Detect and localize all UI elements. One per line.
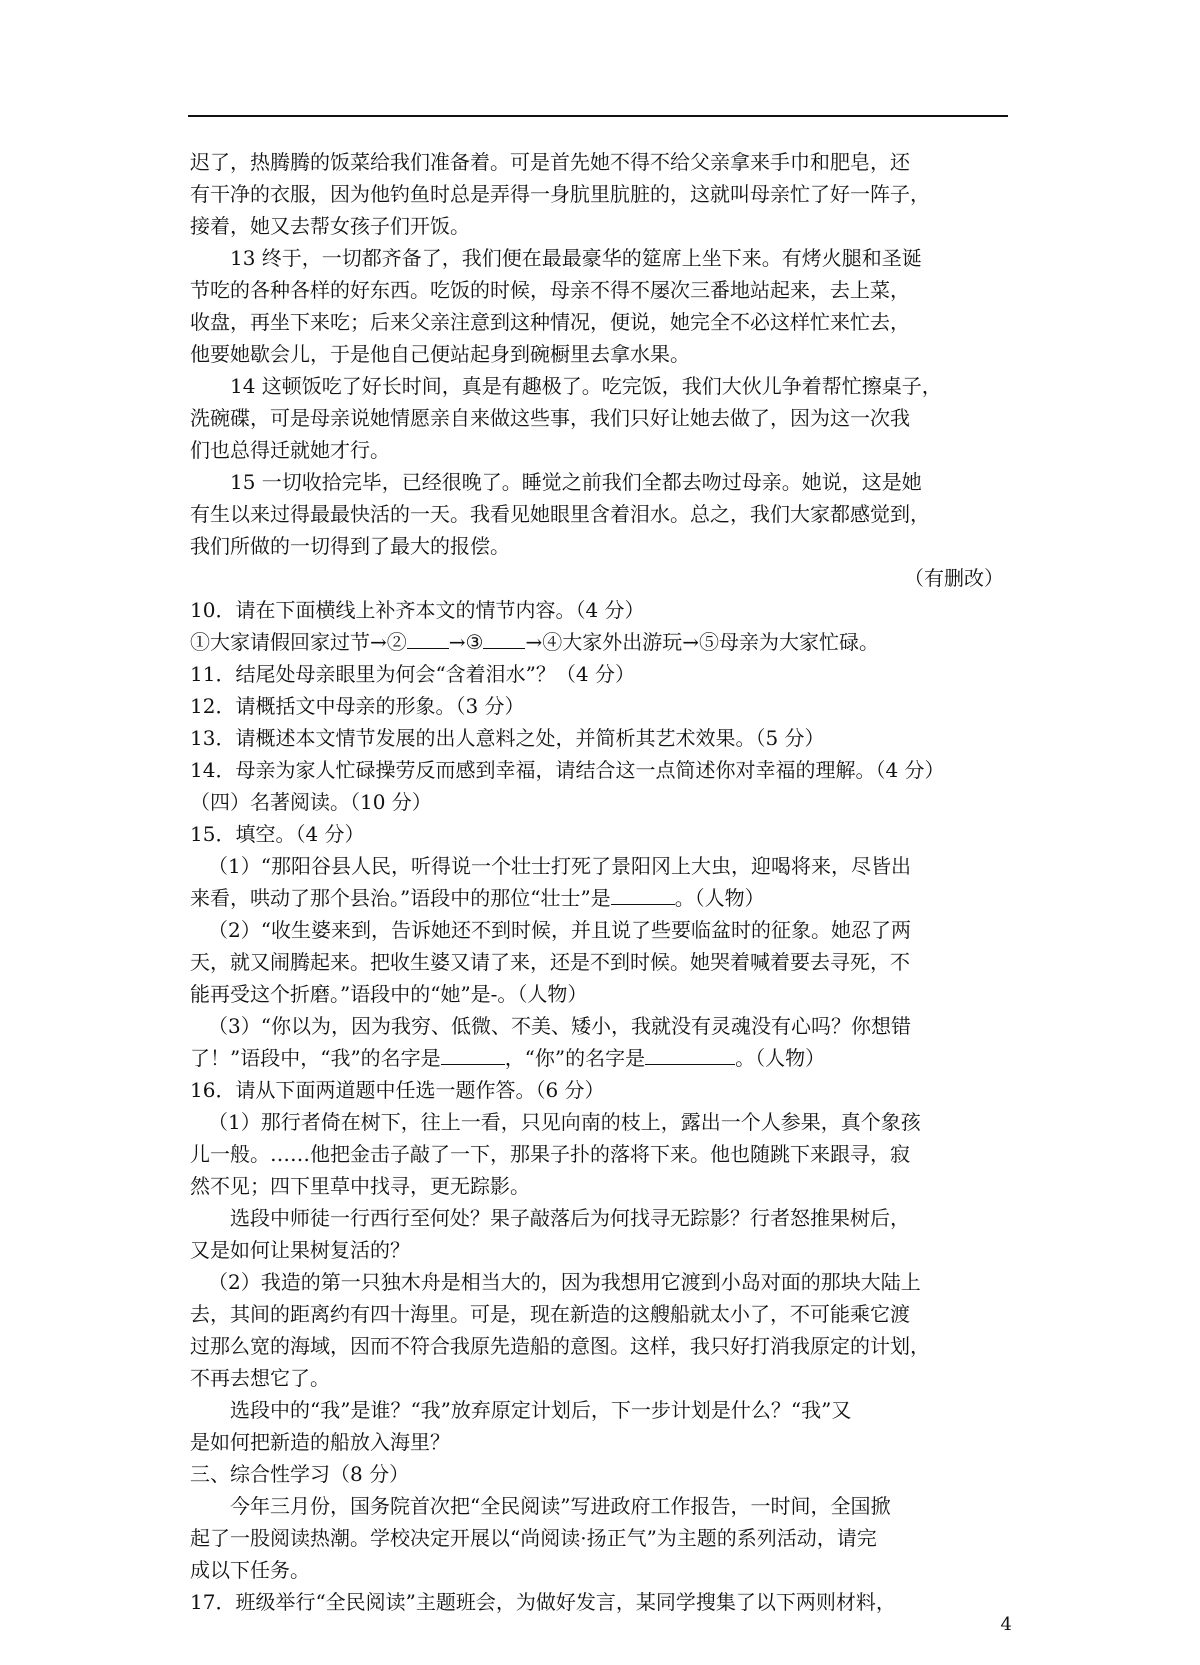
answer-blank[interactable] (441, 1044, 505, 1065)
text-line: 迟了，热腾腾的饭菜给我们准备着。可是首先她不得不给父亲拿来手巾和肥皂，还 (190, 150, 910, 174)
page-number: 4 (1000, 1614, 1012, 1635)
question-14: 14．母亲为家人忙碌操劳反而感到幸福，请结合这一点简述你对幸福的理解。（4 分） (190, 758, 945, 782)
text-line: 他要她歇会儿，于是他自己便站起身到碗橱里去拿水果。 (190, 342, 690, 366)
answer-blank[interactable] (611, 884, 675, 905)
text-line: 接着，她又去帮女孩子们开饭。 (190, 214, 470, 238)
text-line: 们也总得迁就她才行。 (190, 438, 390, 462)
text-line: 起了一股阅读热潮。学校决定开展以“尚阅读·扬正气”为主题的系列活动，请完 (190, 1526, 877, 1550)
text-line: 来看，哄动了那个县治。”语段中的那位“壮士”是 。（人物） (190, 886, 765, 910)
text-line: 天，就又闹腾起来。把收生婆又请了来，还是不到时候。她哭着喊着要去寻死，不 (190, 950, 910, 974)
section-4-heading: （四）名著阅读。（10 分） (190, 790, 432, 814)
answer-blank[interactable] (483, 628, 525, 649)
text-line: （2）“收生婆来到，告诉她还不到时候，并且说了些要临盆时的征象。她忍了两 (208, 918, 911, 942)
story-paragraph (190, 146, 1010, 242)
text-line: 13 终于，一切都齐备了，我们便在最最豪华的筵席上坐下来。有烤火腿和圣诞 (230, 246, 922, 270)
text-line: 了！”语段中，“我”的名字是 ，“你”的名字是 。（人物） (190, 1046, 826, 1070)
source-note: （有删改） (904, 566, 1004, 590)
text-line: 节吃的各种各样的好东西。吃饭的时候，母亲不得不屡次三番地站起来，去上菜， (190, 278, 910, 302)
text-line: 有干净的衣服，因为他钓鱼时总是弄得一身肮里肮脏的，这就叫母亲忙了好一阵子， (190, 182, 930, 206)
page-body (190, 146, 1010, 1618)
text-line: （1）那行者倚在树下，往上一看，只见向南的枝上，露出一个人参果，真个象孩 (208, 1110, 921, 1134)
text-line: 洗碗碟，可是母亲说她情愿亲自来做这些事，我们只好让她去做了，因为这一次我 (190, 406, 910, 430)
text-line: 是如何把新造的船放入海里？ (190, 1430, 450, 1454)
text-line: 成以下任务。 (190, 1558, 310, 1582)
story-paragraph (190, 370, 1010, 466)
story-paragraph (190, 242, 1010, 370)
text-line: （3）“你以为，因为我穷、低微、不美、矮小，我就没有灵魂没有心吗？你想错 (208, 1014, 911, 1038)
text-line: 有生以来过得最最快活的一天。我看见她眼里含着泪水。总之，我们大家都感觉到， (190, 502, 930, 526)
question-15-title: 15．填空。（4 分） (190, 822, 365, 846)
text-line: 儿一般。……他把金击子敲了一下，那果子扑的落将下来。他也随跳下来跟寻，寂 (190, 1142, 910, 1166)
header-rule (188, 115, 1008, 117)
text-line: 今年三月份，国务院首次把“全民阅读”写进政府工作报告，一时间，全国掀 (230, 1494, 891, 1518)
text-line: 去，其间的距离约有四十海里。可是，现在新造的这艘船就太小了，不可能乘它渡 (190, 1302, 910, 1326)
text-line: 选段中师徒一行西行至何处？果子敲落后为何找寻无踪影？行者怒推果树后， (230, 1206, 910, 1230)
text-line: 14 这顿饭吃了好长时间，真是有趣极了。吃完饭，我们大伙儿争着帮忙擦桌子， (230, 374, 942, 398)
section-3-heading: 三、综合性学习（8 分） (190, 1462, 410, 1486)
question-12: 12．请概括文中母亲的形象。（3 分） (190, 694, 525, 718)
answer-blank[interactable] (407, 628, 449, 649)
text-line: 能再受这个折磨。”语段中的“她”是-。（人物） (190, 982, 588, 1006)
text-line: （2）我造的第一只独木舟是相当大的，因为我想用它渡到小岛对面的那块大陆上 (208, 1270, 921, 1294)
question-10-title: 10．请在下面横线上补齐本文的情节内容。（4 分） (190, 598, 645, 622)
text-line: 过那么宽的海域，因而不符合我原先造船的意图。这样，我只好打消我原定的计划， (190, 1334, 930, 1358)
question-16-title: 16．请从下面两道题中任选一题作答。（6 分） (190, 1078, 605, 1102)
question-13: 13．请概述本文情节发展的出人意料之处，并简析其艺术效果。（5 分） (190, 726, 825, 750)
story-paragraph (190, 466, 1010, 562)
text-line: 我们所做的一切得到了最大的报偿。 (190, 534, 510, 558)
answer-blank[interactable] (645, 1044, 735, 1065)
question-17: 17．班级举行“全民阅读”主题班会，为做好发言，某同学搜集了以下两则材料， (190, 1590, 896, 1614)
text-line: 收盘，再坐下来吃；后来父亲注意到这种情况，便说，她完全不必这样忙来忙去， (190, 310, 910, 334)
question-11: 11．结尾处母亲眼里为何会“含着泪水”？（4 分） (190, 662, 635, 686)
text-line: 不再去想它了。 (190, 1366, 330, 1390)
text-line: （1）“那阳谷县人民，听得说一个壮士打死了景阳冈上大虫，迎喝将来，尽皆出 (208, 854, 911, 878)
text-line: 选段中的“我”是谁？“我”放弃原定计划后，下一步计划是什么？“我”又 (230, 1398, 852, 1422)
text-line: 然不见；四下里草中找寻，更无踪影。 (190, 1174, 530, 1198)
text-line: 又是如何让果树复活的？ (190, 1238, 410, 1262)
text-line: 15 一切收拾完毕，已经很晚了。睡觉之前我们全都去吻过母亲。她说，这是她 (230, 470, 922, 494)
question-10-plot: ①大家请假回家过节→② →③ →④大家外出游玩→⑤母亲为大家忙碌。 (190, 630, 879, 654)
